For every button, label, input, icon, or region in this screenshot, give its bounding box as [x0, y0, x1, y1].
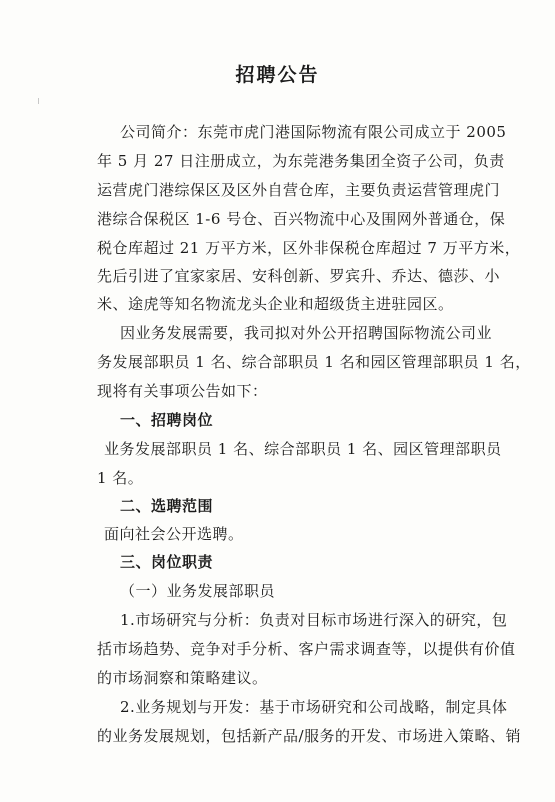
section-heading-scope: 二、选聘范围	[120, 497, 214, 515]
section-heading-duties: 三、岗位职责	[120, 553, 214, 571]
duty-1-line-1: 1.市场研究与分析：负责对目标市场进行深入的研究，包	[120, 611, 508, 629]
duty-1-line-3: 的市场洞察和策略建议。	[97, 669, 268, 687]
subsection-business-dev: （一）业务发展部职员	[120, 582, 276, 600]
duty-2-line-2: 的业务发展规划，包括新产品/服务的开发、市场进入策略、销	[97, 727, 522, 745]
notice-line-1: 因业务发展需要，我司拟对外公开招聘国际物流公司业	[120, 324, 493, 342]
notice-line-3: 现将有关事项公告如下：	[97, 382, 268, 400]
section-heading-positions: 一、招聘岗位	[120, 411, 214, 429]
positions-line-1: 业务发展部职员 1 名、综合部职员 1 名、园区管理部职员	[104, 440, 502, 458]
intro-line-5: 税仓库超过 21 万平方米，区外非保税仓库超过 7 万平方米，	[97, 239, 521, 257]
intro-line-2: 年 5 月 27 日注册成立，为东莞港务集团全资子公司，负责	[97, 152, 505, 170]
intro-line-4: 港综合保税区 1-6 号仓、百兴物流中心及围网外普通仓，保	[97, 210, 506, 228]
intro-line-6: 先后引进了宜家家居、安科创新、罗宾升、乔达、德莎、小	[97, 267, 501, 285]
scan-mark	[38, 98, 39, 104]
notice-line-2: 务发展部职员 1 名、综合部职员 1 名和园区管理部职员 1 名，	[97, 353, 531, 371]
scope-line: 面向社会公开选聘。	[104, 525, 244, 543]
duty-1-line-2: 括市场趋势、竞争对手分析、客户需求调查等，以提供有价值	[97, 640, 516, 658]
document-title: 招聘公告	[235, 64, 320, 86]
positions-line-2: 1 名。	[97, 469, 144, 487]
intro-line-1: 公司简介：东莞市虎门港国际物流有限公司成立于 2005	[120, 123, 507, 141]
duty-2-line-1: 2.业务规划与开发：基于市场研究和公司战略，制定具体	[120, 698, 508, 716]
intro-line-7: 米、途虎等知名物流龙头企业和超级货主进驻园区。	[97, 295, 454, 313]
intro-line-3: 运营虎门港综保区及区外自营仓库，主要负责运营管理虎门	[97, 181, 501, 199]
